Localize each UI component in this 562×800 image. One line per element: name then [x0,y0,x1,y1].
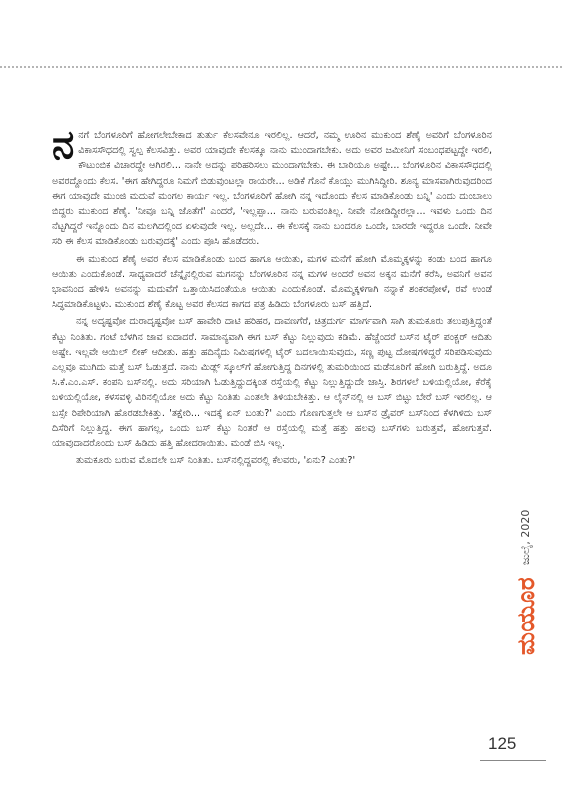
drop-cap: ನ [52,121,75,168]
issue-date: ಜುಲೈ, 2020 [519,509,532,565]
page-number-rule [480,760,546,761]
article-paragraph-1 [52,121,492,250]
page-number: 125 [488,734,517,753]
article-paragraph-4: ತುಮಕೂರು ಬರುವ ಮೊದಲೇ ಬಸ್ ನಿಂತಿತು. ಬಸ್‌ನಲ್ಲಿದ್ದವರಲ್ಲಿ ಕೆಲವರು, 'ಏನು? ಎಂತು?' [76,455,356,467]
top-dotted-divider [0,66,562,68]
article-paragraph-2: ಈ ಮುಕುಂದ ಶೆಣೈ ಅವರ ಕೆಲಸ ಮಾಡಿಕೊಂಡು ಬಂದ ಹಾಗೂ ಆಯಿತು, ಮಗಳ ಮನೆಗೆ ಹೋಗಿ ಮೊಮ್ಮಕ್ಕಳನ್ನು ಕಂಡು ಬಂದ ಹಾಗೂ ಆಯಿತು ಎಂದುಕೊಂಡೆ. ಸಾಧ್ಯವಾದರೆ ಚೆನ್ನೈನಲ್ಲಿರುವ ಮಗನನ್ನು ಬೆಂಗಳೂರಿನ ನನ್ನ ಮಗಳ ಅಂದರೆ ಅವನ ಅಕ್ಕನ ಮನೆಗೆ ಕರೆಸಿ, ಅವನಿಗೆ ಅವನ ಭಾವನಿಂದ ಹೇಳಿಸಿ ಅವನನ್ನು ಮದುವೆಗೆ ಒತ್ತಾಯಿಸಿದಂತೆಯೂ ಆಯಿತು ಎಂದುಕೊಂಡೆ. ಮೊಮ್ಮಕ್ಕಳಿಗಾಗಿ ನನ್ನಾಕೆ ಶಂಕರಪೋಳೆ, ರವೆ ಉಂಡೆ ಸಿದ್ಧಮಾಡಿಕೊಟ್ಟಳು. ಮುಕುಂದ ಶೆಣೈ ಕೊಟ್ಟ ಅವರ ಕೆಲಸದ ಕಾಗದ ಪತ್ರ ಹಿಡಿದು ಬೆಂಗಳೂರು ಬಸ್ ಹತ್ತಿದೆ. [52,253,492,311]
magazine-logo: ಮಯೂರ [512,576,540,655]
article-paragraph-3: ನನ್ನ ಅದೃಷ್ಟವೋ ದುರಾದೃಷ್ಟವೋ ಬಸ್ ಹಾವೇರಿ ದಾಟಿ ಹರಿಹರ, ದಾವಣಗೆರೆ, ಚಿತ್ರದುರ್ಗ ಮಾರ್ಗವಾಗಿ ಸಾಗಿ ತುಮಕೂರು ತಲುಪುತ್ತಿದ್ದಂತೆ ಕೆಟ್ಟು ನಿಂತಿತು. ಗಂಟೆ ಬೆಳಗಿನ ಜಾವ ಐದಾದರೆ. ಸಾಮಾನ್ಯವಾಗಿ ಈಗ ಬಸ್ ಕೆಟ್ಟು ನಿಲ್ಲುವುದು ಕಡಿಮೆ. ಹೆಚ್ಚೆಂದರೆ ಬಸ್‌ನ ಟೈರ್ ಪಂಕ್ಚರ್ ಆದಿತು ಅಷ್ಟೇ. ಇಲ್ಲವೇ ಆಯಿಲ್ ಲೀಕ್ ಆದೀತು. ಹತ್ತು ಹದಿನೈದು ನಿಮಿಷಗಳಲ್ಲಿ ಟೈರ್ ಬದಲಾಯಿಸುವುದು, ಸಣ್ಣ ಪುಟ್ಟ ದೋಷಗಳಿದ್ದರೆ ಸರಿಪಡಿಸುವುದು ಎಲ್ಲವೂ ಮುಗಿದು ಮತ್ತೆ ಬಸ್ ಓಡುತ್ತದೆ. ನಾನು ಮಿಡ್ಲ್ ಸ್ಕೂಲ್‌ಗೆ ಹೋಗುತ್ತಿದ್ದ ದಿನಗಳಲ್ಲಿ ತುಮರಿಯಿಂದ ಮಡೆನೂರಿಗೆ ಹೋಗಿ ಬರುತ್ತಿದ್ದೆ. ಅದೂ ಸಿ.ಕೆ.ಎಂ.ಎಸ್. ಕಂಪನಿ ಬಸ್‌ನಲ್ಲಿ. ಅದು ಸರಿಯಾಗಿ ಓಡುತ್ತಿದ್ದುದಕ್ಕಿಂತ ರಸ್ತೆಯಲ್ಲಿ ಕೆಟ್ಟು ನಿಲ್ಲುತ್ತಿದ್ದುದೇ ಜಾಸ್ತಿ. ಶಿರಗಳಲೆ ಬಳಿಯಲ್ಲಿಯೋ, ಕೆರೆಕೈ ಬಳಿಯಲ್ಲಿಯೋ, ಕಳಸವಳ್ಳಿ ವಿರಿನಲ್ಲಿಯೋ ಅದು ಕೆಟ್ಟು ನಿಂತಿತು ಎಂತಲೇ ತಿಳಿಯಬೇಕಿತ್ತು. ಆ ಲೈನ್‌ನಲ್ಲಿ ಆ ಬಸ್ ಬಿಟ್ಟು ಬೇರೆ ಬಸ್ ಇರಲಿಲ್ಲ. ಆ ಬಸ್ಸೇ ರಿಪೇರಿಯಾಗಿ ಹೊರಡಬೇಕಿತ್ತು. 'ತಕ್ಷೇರಿ... ಇದಕ್ಕೆ ಏನ್ ಬಂತು?' ಎಂದು ಗೊಣಗುತ್ತಲೇ ಆ ಬಸ್‌ನ ಡ್ರೈವರ್ ಬಸ್‌ನಿಂದ ಕೆಳಗಿಳಿದು ಬಸ್ ದಿಸೆರಿಗೆ ನಿಲ್ಲುತ್ತಿದ್ದ. ಈಗ ಹಾಗಲ್ಲ, ಒಂದು ಬಸ್ ಕೆಟ್ಟು ನಿಂತರೆ ಆ ರಸ್ತೆಯಲ್ಲಿ ಮತ್ತೆ ಹತ್ತು ಹಲವು ಬಸ್‌ಗಳು ಬರುತ್ತವೆ, ಹೋಗುತ್ತವೆ. ಯಾವುದಾದರೊಂದು ಬಸ್ ಹಿಡಿದು ಹತ್ತಿ ಹೋದರಾಯಿತು. ಮಂಡೆ ಬಿಸಿ ಇಲ್ಲ. [52,316,492,450]
article-body [52,121,492,470]
paragraph-1-text: ನಗೆ ಬೆಂಗಳೂರಿಗೆ ಹೋಗಲೇಬೇಕಾದ ತುರ್ತು ಕೆಲಸವೇನೂ ಇರಲಿಲ್ಲ. ಆದರೆ, ನಮ್ಮ ಊರಿನ ಮುಕುಂದ ಶೆಣೈ ಅವರಿಗೆ ಬೆಂಗಳೂರಿನ ವಿಕಾಸಸೌಧದಲ್ಲಿ ಸ್ವಲ್ಪ ಕೆಲಸವಿತ್ತು. ಅವರ ಯಾವುದೇ ಕೆಲಸಕ್ಕೂ ನಾನು ಮುಂದಾಗಬೇಕು. ಅದು ಅವರ ಜಮೀನಿಗೆ ಸಂಬಂಧಪಟ್ಟದ್ದೇ ಇರಲಿ, ಕೌಟುಂಬಿಕ ವಿಚಾರದ್ದೇ ಆಗಿರಲಿ... ನಾನೇ ಅದನ್ನು ಪರಿಹರಿಸಲು ಮುಂದಾಗಬೇಕು. ಈ ಬಾರಿಯೂ ಅಷ್ಟೇ... ಬೆಂಗಳೂರಿನ ವಿಕಾಸಸೌಧದಲ್ಲಿ ಅವರದ್ದೊಂದು ಕೆಲಸ. 'ಈಗ ಹೇಗಿದ್ದರೂ ನಿಮಗೆ ಬಿಡುವುಂಟಲ್ಲಾ ರಾಯರೇ... ಅಡಿಕೆ ಗೊನೆ ಕೊಯ್ಲು ಮುಗಿಸಿದ್ದೀರಿ. ಶೂನ್ಯ ಮಾಸವಾಗಿರುವುದರಿಂದ ಈಗ ಯಾವುದೇ ಮುಂಜಿ ಮದುವೆ ಮಂಗಲ ಕಾರ್ಯ ಇಲ್ಲ. ಬೆಂಗಳೂರಿಗೆ ಹೋಗಿ ನನ್ನ ಇದೊಂದು ಕೆಲಸ ಮಾಡಿಕೊಂಡು ಬನ್ನಿ' ಎಂದು ದುಂಬಾಲು ಬಿದ್ದರು ಮುಕುಂದ ಶೆಣೈ. 'ನೀವೂ ಬನ್ನಿ ಜೊತೆಗೆ' ಎಂದರೆ, 'ಇಲ್ಲಪ್ಪಾ... ನಾನು ಬರುವಂತಿಲ್ಲ. ನೀವೇ ನೋಡಿದ್ದೀರಲ್ಲಾ... ಇವಳು ಒಂದು ದಿನ ನೆಟ್ಟಗಿದ್ದರೆ ಇನ್ನೊಂದು ದಿನ ಮಲಗಿದಲ್ಲಿಂದ ಏಳುವುದೇ ಇಲ್ಲ. ಅಲ್ಲದೇ... ಈ ಕೆಲಸಕ್ಕೆ ನಾನು ಬಂದರೂ ಒಂದೇ, ಬಾರದೇ ಇದ್ದರೂ ಒಂದೇ. ನೀವೇ ಸರಿ ಈ ಕೆಲಸ ಮಾಡಿಕೊಂಡು ಬರುವುದಕ್ಕೆ' ಎಂದು ಪೂಸಿ ಹೊಡೆದರು. [52,130,492,248]
